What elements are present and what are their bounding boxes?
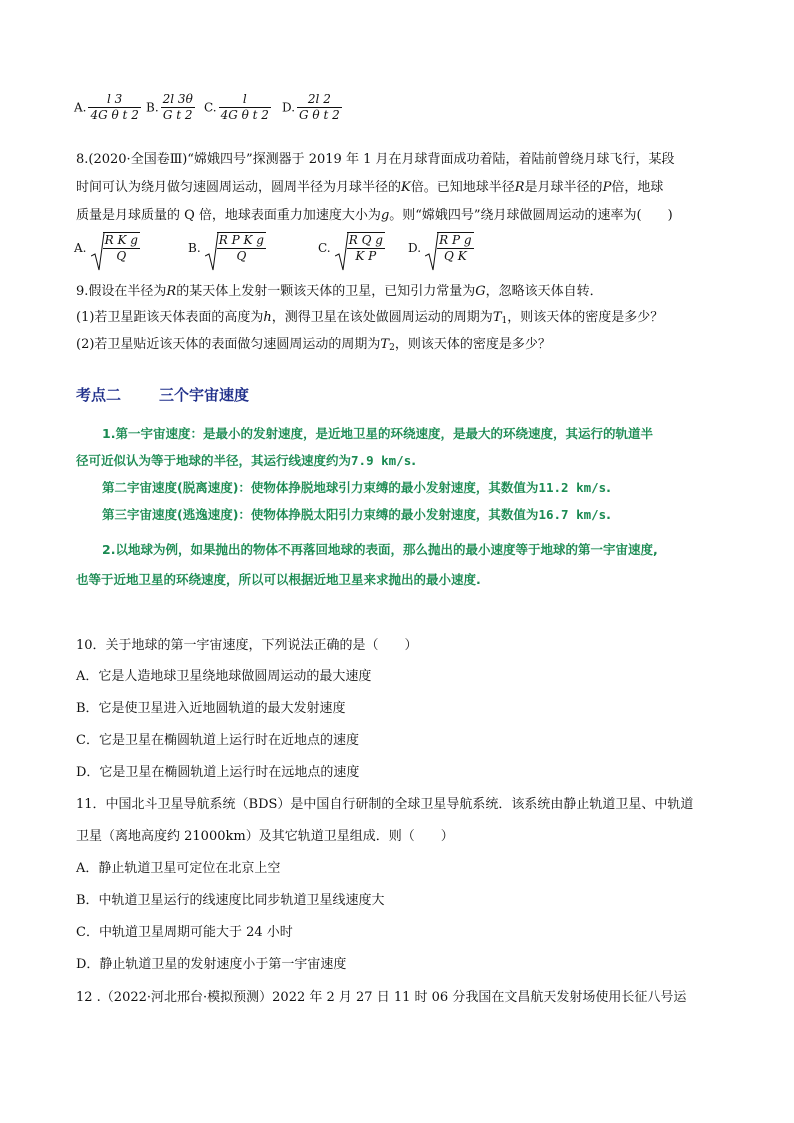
subscript: 2 [389, 343, 395, 353]
q8-line-3 [76, 204, 673, 223]
speed-value: 11.2 km/s [538, 480, 607, 495]
q7-option-a [74, 92, 141, 123]
numerator: R P g [439, 233, 472, 247]
note-2-line-1: 2.以地球为例，如果抛出的物体不再落回地球的表面，那么抛出的最小速度等于地球的第一宇宙速度, [102, 542, 658, 557]
section-heading [76, 384, 249, 405]
q8-option-b [188, 232, 266, 264]
denominator: Q [103, 248, 140, 264]
denominator: Q [217, 248, 266, 264]
q7-option-b [146, 92, 195, 123]
q11-option-d: D．静止轨道卫星的发射速度小于第一宇宙速度 [76, 957, 347, 972]
note-2-line-2: 也等于近地卫星的环绕速度，所以可以根据近地卫星来求抛出的最小速度. [76, 572, 481, 587]
denominator: K P [347, 248, 385, 264]
numerator: 2l 3θ [162, 92, 193, 106]
q11-option-b: B．中轨道卫星运行的线速度比同步轨道卫星线速度大 [76, 893, 385, 908]
text: (2)若卫星贴近该天体的表面做匀速圆周运动的周期为 [76, 337, 381, 352]
q9-stem [76, 280, 603, 299]
var-r: R [514, 180, 525, 195]
fraction [297, 92, 342, 123]
fraction [103, 232, 140, 264]
var-r: R [166, 284, 177, 299]
note-1-line-1: 1.第一宇宙速度：是最小的发射速度，是近地卫星的环绕速度，是最大的环绕速度，其运行的轨道半 [102, 426, 653, 441]
speed-value: 7.9 km/s [351, 453, 412, 468]
q11-option-a: A．静止轨道卫星可定位在北京上空 [76, 861, 281, 876]
q8-option-d [408, 232, 474, 264]
speed-value: 16.7 km/s [538, 507, 607, 522]
text: ，忽略该天体自转． [485, 284, 603, 299]
denominator: 4G θ t 2 [90, 108, 139, 122]
q7-option-c [204, 92, 271, 123]
text: 第二宇宙速度(脱离速度)：使物体挣脱地球引力束缚的最小发射速度，其数值为 [102, 480, 539, 495]
text: 。则“嫦娥四号”绕月球做圆周运动的速率为( ) [389, 208, 673, 223]
option-label: C. [204, 100, 217, 115]
var-g: g [380, 208, 390, 223]
option-label: B. [188, 241, 201, 255]
numerator: R P K g [218, 233, 264, 247]
text: ，则该天体的密度是多少？ [507, 310, 664, 325]
text: 径可近似认为等于地球的半径，其运行线速度约为 [76, 453, 352, 468]
denominator: G t 2 [161, 107, 195, 123]
q11-stem-line-1: 11．中国北斗卫星导航系统（BDS）是中国自行研制的全球卫星导航系统．该系统由静止轨道卫星、中轨道 [76, 797, 694, 812]
denominator: 4G θ t 2 [220, 108, 269, 122]
q11-option-c: C．中轨道卫星周期可能大于 24 小时 [76, 925, 293, 940]
subscript: 1 [501, 316, 508, 326]
q10-option-a: A．它是人造地球卫星绕地球做圆周运动的最大速度 [76, 669, 372, 684]
section-number: 考点二 [76, 386, 122, 404]
q8-line-1: 8.(2020·全国卷Ⅲ)“嫦娥四号”探测器于 2019 年 1 月在月球背面成功着陆，着陆前曾绕月球飞行，某段 [76, 152, 675, 167]
q9-part-1 [76, 306, 663, 326]
var-k: K [401, 180, 411, 195]
text: 倍。已知地球半径 [410, 180, 515, 195]
option-label: D. [408, 241, 422, 255]
q10-option-b: B．它是使卫星进入近地圆轨道的最大发射速度 [76, 701, 346, 716]
var-t: T [380, 337, 390, 352]
sqrt [335, 232, 385, 264]
fraction [217, 232, 266, 264]
option-label: D. [282, 100, 296, 115]
sqrt [205, 232, 266, 264]
var-p: P [602, 180, 612, 195]
q12-stem: 12 .（2022·河北邢台·模拟预测）2022 年 2 月 27 日 11 时 06 分我国在文昌航天发射场使用长征八号运 [76, 990, 687, 1005]
fraction [347, 232, 385, 264]
denominator: G θ t 2 [299, 108, 340, 122]
fraction [88, 92, 140, 123]
q10-stem: 10．关于地球的第一宇宙速度，下列说法正确的是（ ） [76, 638, 418, 653]
denominator: Q K [437, 248, 473, 264]
text: 9.假设在半径为 [76, 284, 167, 299]
sqrt [91, 232, 140, 264]
numerator: R K g [104, 233, 138, 247]
fraction [437, 232, 473, 264]
note-second-velocity: 第二宇宙速度(脱离速度)：使物体挣脱地球引力束缚的最小发射速度，其数值为11.2 km/s. [102, 480, 611, 495]
q11-stem-line-2: 卫星（离地高度约 21000km）及其它轨道卫星组成．则（ ） [76, 829, 454, 844]
q8-line-2 [76, 176, 663, 195]
section-title: 三个宇宙速度 [159, 386, 250, 404]
text: 的某天体上发射一颗该天体的卫星，已知引力常量为 [176, 284, 476, 299]
numerator: R Q g [348, 233, 383, 247]
text: ，测得卫星在该处做圆周运动的周期为 [271, 310, 493, 325]
q8-option-c [318, 232, 385, 264]
sqrt [425, 232, 473, 264]
text: 倍，地球 [611, 180, 664, 195]
fraction [219, 92, 271, 123]
text: (1)若卫星距该天体表面的高度为 [76, 310, 264, 325]
var-g: G [475, 284, 486, 299]
numerator: l [242, 92, 247, 106]
option-label: C. [318, 241, 331, 255]
text: 是月球半径的 [524, 180, 603, 195]
note-third-velocity: 第三宇宙速度(逃逸速度)：使物体挣脱太阳引力束缚的最小发射速度，其数值为16.7 km/s. [102, 507, 611, 522]
note-1-line-2: 径可近似认为等于地球的半径，其运行线速度约为7.9 km/s. [76, 453, 416, 468]
fraction [161, 92, 195, 123]
option-label: A. [74, 100, 87, 115]
option-label: A. [74, 241, 87, 255]
text: ，则该天体的密度是多少？ [394, 337, 551, 352]
q8-option-a [74, 232, 140, 264]
option-label: B. [146, 100, 159, 115]
q10-option-c: C．它是卫星在椭圆轨道上运行时在近地点的速度 [76, 733, 359, 748]
numerator: l 3 [107, 92, 123, 106]
numerator: 2l 2 [307, 92, 331, 106]
var-h: h [263, 310, 272, 325]
text: 质量是月球质量的 Q 倍，地球表面重力加速度大小为 [76, 208, 381, 223]
var-t: T [492, 310, 502, 325]
text: 第三宇宙速度(逃逸速度)：使物体挣脱太阳引力束缚的最小发射速度，其数值为 [102, 507, 539, 522]
q10-option-d: D．它是卫星在椭圆轨道上运行时在远地点的速度 [76, 765, 360, 780]
q7-option-d [282, 92, 342, 123]
q9-part-2 [76, 333, 551, 353]
text: 时间可认为绕月做匀速圆周运动，圆周半径为月球半径的 [76, 180, 402, 195]
